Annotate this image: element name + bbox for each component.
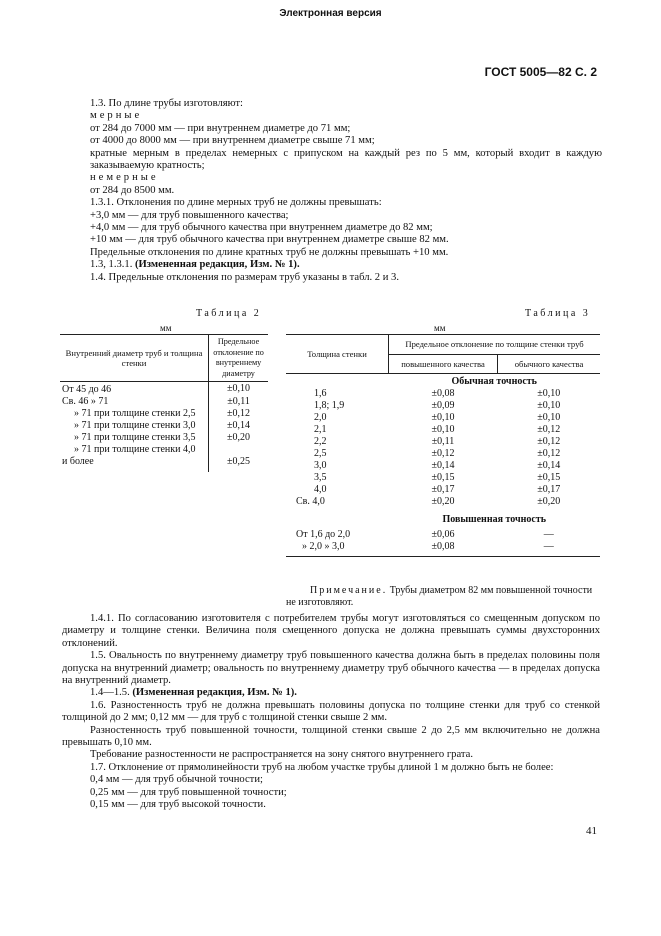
table-row bbox=[60, 382, 268, 397]
para: от 284 до 7000 мм — при внутреннем диаметре до 71 мм; bbox=[90, 122, 351, 134]
table2-unit: мм bbox=[160, 323, 172, 333]
table-row bbox=[286, 484, 600, 496]
para: 1.6. Разностенность труб не должна превышать половины допуска по толщине стенки для труб со стенкой толщиной до 2 мм; 0,12 мм — для труб с толщиной стенки свыше 2 мм. bbox=[62, 699, 600, 724]
cell: ±0,25 bbox=[227, 456, 251, 467]
amendment-note: (Измененная редакция, Изм. № 1). bbox=[135, 259, 300, 271]
cell: и более bbox=[60, 456, 209, 472]
cell: ±0,15 bbox=[431, 472, 455, 483]
t3-header-normal: обычного качества bbox=[514, 358, 584, 369]
cell: ±0,12 bbox=[227, 408, 251, 419]
amendment-note: (Измененная редакция, Изм. № 1). bbox=[132, 687, 297, 699]
cell: ±0,10 bbox=[227, 383, 251, 394]
cell: От 1,6 до 2,0 bbox=[296, 529, 351, 540]
cell: » 71 при толщине стенки 2,5 bbox=[60, 408, 209, 420]
cell: От 45 до 46 bbox=[60, 382, 209, 397]
cell: ±0,12 bbox=[537, 424, 561, 435]
cell: ±0,10 bbox=[537, 412, 561, 423]
para: +4,0 мм — для труб обычного качества при внутреннем диаметре до 82 мм; bbox=[90, 222, 433, 234]
cell: 3,5 bbox=[314, 472, 327, 483]
cell: ±0,17 bbox=[431, 484, 455, 495]
table-row bbox=[286, 436, 600, 448]
cell: ±0,10 bbox=[537, 388, 561, 399]
para: 1.3. По длине трубы изготовляют: bbox=[90, 98, 243, 109]
cell: ±0,09 bbox=[431, 400, 455, 411]
para: Предельные отклонения по длине кратных труб не должны превышать +10 мм. bbox=[90, 246, 449, 258]
cell: » 2,0 » 3,0 bbox=[302, 541, 345, 552]
cell: 3,0 bbox=[314, 460, 327, 471]
table-row bbox=[286, 424, 600, 436]
t3-header-thickness: Толщина стенки bbox=[286, 335, 389, 374]
cell: ±0,11 bbox=[431, 436, 455, 447]
cell: » 71 при толщине стенки 4,0 bbox=[60, 444, 209, 456]
cell: ±0,12 bbox=[537, 448, 561, 459]
cell: ±0,20 bbox=[431, 496, 455, 507]
table-row bbox=[60, 420, 268, 432]
cell: ±0,14 bbox=[537, 460, 561, 471]
para-ref: 1.3, 1.3.1. bbox=[90, 259, 136, 271]
table2-caption: Таблица 2 bbox=[196, 308, 262, 319]
cell: » 71 при толщине стенки 3,0 bbox=[60, 420, 209, 432]
cell: ±0,08 bbox=[431, 388, 455, 399]
table-row bbox=[60, 432, 268, 444]
para: 1.7. Отклонение от прямолинейности труб на любом участке трубы длиной 1 м должно быть не более: bbox=[90, 761, 554, 773]
table-row bbox=[60, 456, 268, 472]
cell: » 71 при толщине стенки 3,5 bbox=[60, 432, 209, 444]
cell: 2,5 bbox=[314, 448, 327, 459]
table-3 bbox=[286, 334, 600, 557]
cell: ±0,10 bbox=[431, 412, 455, 423]
table3-unit: мм bbox=[434, 323, 446, 333]
table-row bbox=[286, 529, 600, 541]
para: немерные bbox=[90, 172, 159, 184]
t2-header-deviation: Предельное отклонение по внутреннему диаметру bbox=[213, 337, 264, 378]
table-row bbox=[286, 448, 600, 460]
cell: ±0,14 bbox=[431, 460, 455, 471]
cell: Св. 46 » 71 bbox=[60, 396, 209, 408]
para: мерные bbox=[90, 110, 143, 122]
cell: ±0,08 bbox=[431, 541, 455, 552]
para-ref: 1.4—1.5. bbox=[90, 687, 133, 699]
table-row bbox=[60, 396, 268, 408]
t2-header-diameter: Внутренний диаметр труб и толщина стенки bbox=[60, 335, 209, 382]
para bbox=[62, 687, 600, 699]
table3-caption: Таблица 3 bbox=[525, 308, 591, 319]
cell: ±0,20 bbox=[227, 432, 251, 443]
cell: ±0,14 bbox=[227, 420, 251, 431]
list-item: 0,15 мм — для труб высокой точности. bbox=[90, 799, 266, 811]
para: +10 мм — для труб обычного качества при внутреннем диаметре свыше 82 мм. bbox=[90, 234, 449, 246]
table-row bbox=[60, 408, 268, 420]
table-row bbox=[286, 460, 600, 472]
cell: ±0,20 bbox=[537, 496, 561, 507]
para: 1.4.1. По согласованию изготовителя с потребителем трубы могут изготовляться со смещенным допуском по диаметру и толщине стенки. Величина поля смещенного допуска не должна превышать суммы двухсторонних отклонений. bbox=[62, 613, 600, 649]
cell: Св. 4,0 bbox=[296, 496, 325, 507]
table-row bbox=[286, 388, 600, 400]
table-row bbox=[286, 541, 600, 557]
para: +3,0 мм — для труб повышенного качества; bbox=[90, 209, 289, 221]
table3-note bbox=[286, 585, 600, 609]
table-row bbox=[60, 444, 268, 456]
cell: — bbox=[543, 529, 554, 540]
list-item: 0,4 мм — для труб обычной точности; bbox=[90, 774, 263, 786]
cell: 4,0 bbox=[314, 484, 327, 495]
table-2 bbox=[60, 334, 268, 472]
table-row bbox=[286, 412, 600, 424]
para: от 284 до 8500 мм. bbox=[90, 184, 175, 196]
cell: 1,6 bbox=[314, 388, 327, 399]
list-item: 0,25 мм — для труб повышенной точности; bbox=[90, 786, 287, 798]
para: 1.3.1. Отклонения по длине мерных труб не должны превышать: bbox=[90, 197, 382, 209]
para: Разностенность труб повышенной точности, толщиной стенки свыше 2 до 2,5 мм включительно не должна превышать 0,10 мм. bbox=[62, 724, 600, 749]
t3-section-normal: Обычная точность bbox=[451, 376, 537, 387]
cell: ±0,17 bbox=[537, 484, 561, 495]
cell: 2,0 bbox=[314, 412, 327, 423]
cell: ±0,10 bbox=[537, 400, 561, 411]
note-text: Трубы диаметром 82 мм повышенной точности не изготовляют. bbox=[286, 585, 593, 608]
edition-label: Электронная версия bbox=[279, 8, 382, 19]
standard-number: ГОСТ 5005—82 С. 2 bbox=[484, 65, 597, 79]
cell: ±0,06 bbox=[431, 529, 455, 540]
table-row bbox=[286, 472, 600, 484]
cell: ±0,11 bbox=[227, 396, 250, 407]
cell: ±0,12 bbox=[431, 448, 455, 459]
cell: ±0,10 bbox=[431, 424, 455, 435]
t3-section-high: Повышенная точность bbox=[442, 514, 547, 525]
t3-header-high: повышенного качества bbox=[389, 354, 498, 374]
cell: — bbox=[543, 541, 554, 552]
para: 1.4. Предельные отклонения по размерам труб указаны в табл. 2 и 3. bbox=[90, 271, 399, 283]
table-row bbox=[286, 496, 600, 508]
para: 1.5. Овальность по внутреннему диаметру труб повышенного качества должна быть в пределах половины поля допуска на внутренний диаметр; овальность по внутреннему диаметру труб обычного качества — в пределах допуска на внутренний диаметр. bbox=[62, 650, 600, 687]
cell: 2,2 bbox=[314, 436, 327, 447]
para: Требование разностенности не распространяется на зону снятого внутреннего грата. bbox=[90, 749, 474, 761]
para bbox=[90, 259, 602, 271]
t3-header-group: Предельное отклонение по толщине стенки труб bbox=[389, 335, 601, 355]
section-1-3 bbox=[90, 98, 602, 284]
cell: 1,8; 1,9 bbox=[314, 400, 345, 411]
cell: ±0,12 bbox=[537, 436, 561, 447]
page-number: 41 bbox=[586, 825, 597, 837]
note-label: Примечание. bbox=[310, 585, 388, 596]
cell: ±0,15 bbox=[537, 472, 561, 483]
cell: 2,1 bbox=[314, 424, 327, 435]
para: от 4000 до 8000 мм — при внутреннем диаметре свыше 71 мм; bbox=[90, 135, 375, 147]
para: кратные мерным в пределах немерных с припуском на каждый рез по 5 мм, который входит в каждую заказываемую кратность; bbox=[90, 147, 602, 172]
cell bbox=[209, 444, 268, 456]
table-row bbox=[286, 400, 600, 412]
section-1-4-1-7 bbox=[62, 613, 600, 812]
